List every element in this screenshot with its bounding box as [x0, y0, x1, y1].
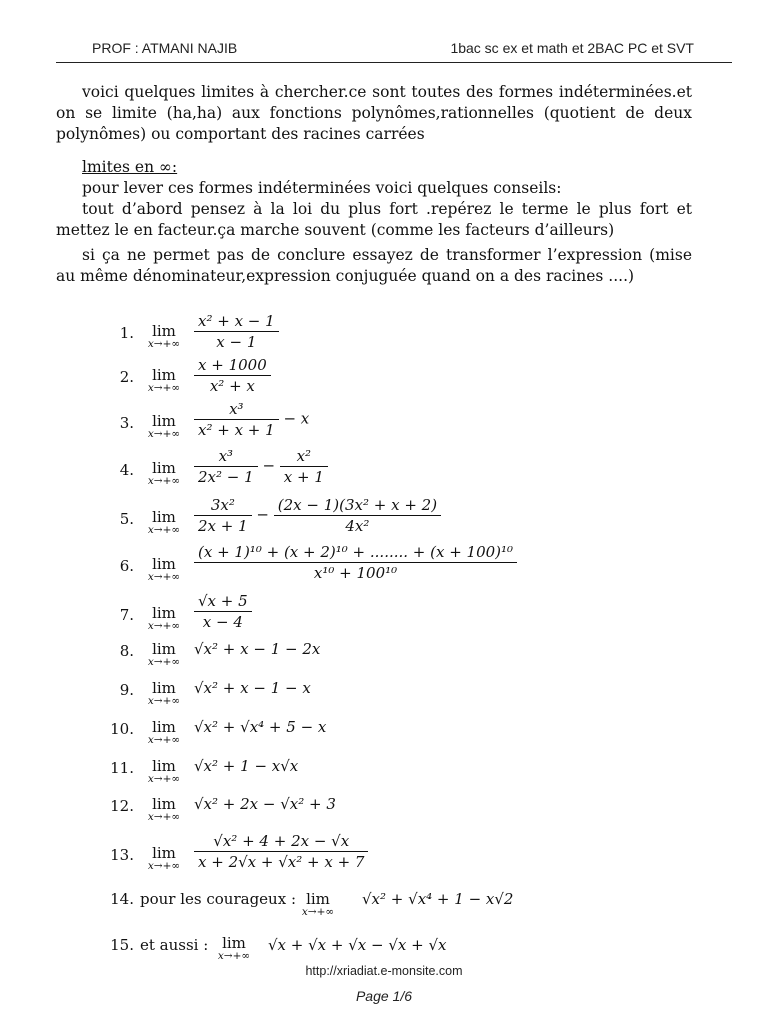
numerator: (2x − 1)(3x² + x + 2): [274, 496, 441, 516]
exercise-5: [100, 496, 660, 548]
exercise-number: 11.: [110, 759, 134, 777]
expression: √x² + x − 1 − x: [194, 679, 311, 697]
exercise-prefix: et aussi :: [140, 936, 209, 954]
exercise-number: 14.: [110, 890, 134, 908]
limit-operator: [138, 844, 190, 872]
expression: √x² + √x⁴ + 5 − x: [194, 718, 327, 736]
exercise-4: [100, 447, 660, 499]
fraction: [194, 496, 252, 535]
exercise-7: [100, 592, 660, 644]
lim-subscript: x→+∞: [147, 656, 181, 668]
lim-subscript: x→+∞: [147, 475, 181, 487]
lim-subscript: x→+∞: [147, 620, 181, 632]
limit-operator: [138, 604, 190, 632]
lim-subscript: x→+∞: [147, 695, 181, 707]
lim-word: lim: [152, 366, 176, 384]
limit-operator: [138, 322, 190, 350]
expression: [194, 312, 279, 351]
expression: √x² + √x⁴ + 1 − x√2: [362, 890, 514, 908]
fraction: [194, 832, 368, 871]
expression: [194, 543, 517, 582]
fraction: [194, 592, 252, 631]
limit-operator: [138, 757, 190, 785]
denominator: x − 1: [216, 333, 257, 351]
expression: √x + √x + √x − √x + √x: [268, 936, 447, 954]
expression: √x² + 1 − x√x: [194, 757, 299, 775]
lim-subscript: x→+∞: [147, 428, 181, 440]
lim-subscript: x→+∞: [217, 950, 251, 962]
denominator: x² + x: [209, 377, 255, 395]
expression: [194, 496, 441, 535]
exercise-number: 9.: [119, 681, 134, 699]
intro-paragraph: voici quelques limites à chercher.ce sont toutes des formes indéterminées.et on se limite (ha,ha) aux fonctions polynômes,rationnelles (quotient de deux polynômes) ou comportant des racines carrées: [56, 83, 692, 143]
denominator: 2x² − 1: [198, 468, 254, 486]
advice-paragraph-2: si ça ne permet pas de conclure essayez de transformer l’expression (mise au même dénominateur,expression conjuguée quand on a des racines ....): [56, 246, 692, 285]
denominator: x¹⁰ + 100¹⁰: [313, 564, 398, 582]
fraction: [194, 447, 258, 486]
operator: −: [251, 505, 274, 524]
exercise-number: 5.: [119, 510, 134, 528]
exercise-13: [100, 832, 660, 884]
fraction: [194, 543, 517, 582]
limit-operator: [138, 366, 190, 394]
exercise-number: 8.: [119, 642, 134, 660]
fraction: [194, 400, 279, 439]
lim-subscript: x→+∞: [147, 860, 181, 872]
numerator: 3x²: [194, 496, 252, 516]
numerator: √x + 5: [194, 592, 252, 612]
exercise-3: [100, 400, 660, 452]
expression: [194, 592, 252, 631]
lim-word: lim: [152, 508, 176, 526]
lim-word: lim: [152, 459, 176, 477]
denominator: x + 1: [283, 468, 324, 486]
exercise-number: 4.: [119, 461, 134, 479]
expression: √x² + x − 1 − 2x: [194, 640, 321, 658]
fraction: [194, 356, 271, 395]
fraction: [280, 447, 328, 486]
page-number: Page 1/6: [355, 988, 413, 1004]
limit-operator: [138, 718, 190, 746]
exercise-number: 6.: [119, 557, 134, 575]
exercise-6: [100, 543, 660, 595]
fraction: [274, 496, 441, 535]
limit-operator: [208, 934, 260, 962]
exercise-number: 7.: [119, 606, 134, 624]
expression: [194, 400, 309, 439]
page-header: [56, 36, 732, 63]
exercise-number: 10.: [110, 720, 134, 738]
numerator: x² + x − 1: [194, 312, 279, 332]
denominator: x + 2√x + √x² + x + 7: [198, 853, 365, 871]
exercise-number: 15.: [110, 936, 134, 954]
lim-word: lim: [222, 934, 246, 952]
exercise-number: 13.: [110, 846, 134, 864]
exercise-prefix: pour les courageux :: [140, 890, 296, 908]
header-author: PROF : ATMANI NAJIB: [92, 40, 238, 56]
limit-operator: [138, 679, 190, 707]
exercise-number: 2.: [119, 368, 134, 386]
expression-tail: − x: [278, 409, 310, 428]
limit-operator: [138, 412, 190, 440]
lim-word: lim: [152, 640, 176, 658]
denominator: x − 4: [202, 613, 243, 631]
limit-operator: [138, 459, 190, 487]
numerator: x + 1000: [194, 356, 271, 376]
exercise-number: 3.: [119, 414, 134, 432]
limit-operator: [292, 890, 344, 918]
lim-word: lim: [152, 795, 176, 813]
operator: −: [257, 456, 280, 475]
exercise-number: 1.: [119, 324, 134, 342]
denominator: 4x²: [345, 517, 370, 535]
limit-operator: [138, 508, 190, 536]
expression: [194, 832, 368, 871]
numerator: (x + 1)¹⁰ + (x + 2)¹⁰ + ........ + (x + 100)¹⁰: [194, 543, 517, 563]
lim-subscript: x→+∞: [147, 571, 181, 583]
lim-subscript: x→+∞: [147, 811, 181, 823]
limit-operator: [138, 555, 190, 583]
denominator: 2x + 1: [198, 517, 248, 535]
limit-operator: [138, 795, 190, 823]
lim-word: lim: [152, 322, 176, 340]
lim-subscript: x→+∞: [301, 906, 335, 918]
lim-subscript: x→+∞: [147, 524, 181, 536]
expression: [194, 356, 271, 395]
exercise-number: 12.: [110, 797, 134, 815]
lim-subscript: x→+∞: [147, 382, 181, 394]
advice-paragraph-1: tout d’abord pensez à la loi du plus fort .repérez le terme le plus fort et mettez le en facteur.ça marche souvent (comme les facteurs d’ailleurs): [56, 200, 692, 239]
intro-text: [56, 82, 692, 287]
expression: √x² + 2x − √x² + 3: [194, 795, 336, 813]
lim-subscript: x→+∞: [147, 773, 181, 785]
numerator: x³: [194, 400, 279, 420]
lim-word: lim: [152, 604, 176, 622]
lim-word: lim: [152, 844, 176, 862]
numerator: x²: [280, 447, 328, 467]
header-level: 1bac sc ex et math et 2BAC PC et SVT: [450, 40, 694, 56]
numerator: x³: [194, 447, 258, 467]
lim-word: lim: [152, 757, 176, 775]
expression: [194, 447, 328, 486]
footer-url[interactable]: http://xriadiat.e-monsite.com: [305, 964, 463, 978]
limit-operator: [138, 640, 190, 668]
denominator: x² + x + 1: [198, 421, 275, 439]
lim-word: lim: [152, 555, 176, 573]
lim-subscript: x→+∞: [147, 338, 181, 350]
lim-word: lim: [152, 412, 176, 430]
lim-subscript: x→+∞: [147, 734, 181, 746]
fraction: [194, 312, 279, 351]
lim-word: lim: [152, 718, 176, 736]
advice-intro: pour lever ces formes indéterminées voici quelques conseils:: [82, 179, 562, 197]
lim-word: lim: [306, 890, 330, 908]
lim-word: lim: [152, 679, 176, 697]
numerator: √x² + 4 + 2x − √x: [194, 832, 368, 852]
section-title: lmites en ∞:: [82, 158, 178, 176]
